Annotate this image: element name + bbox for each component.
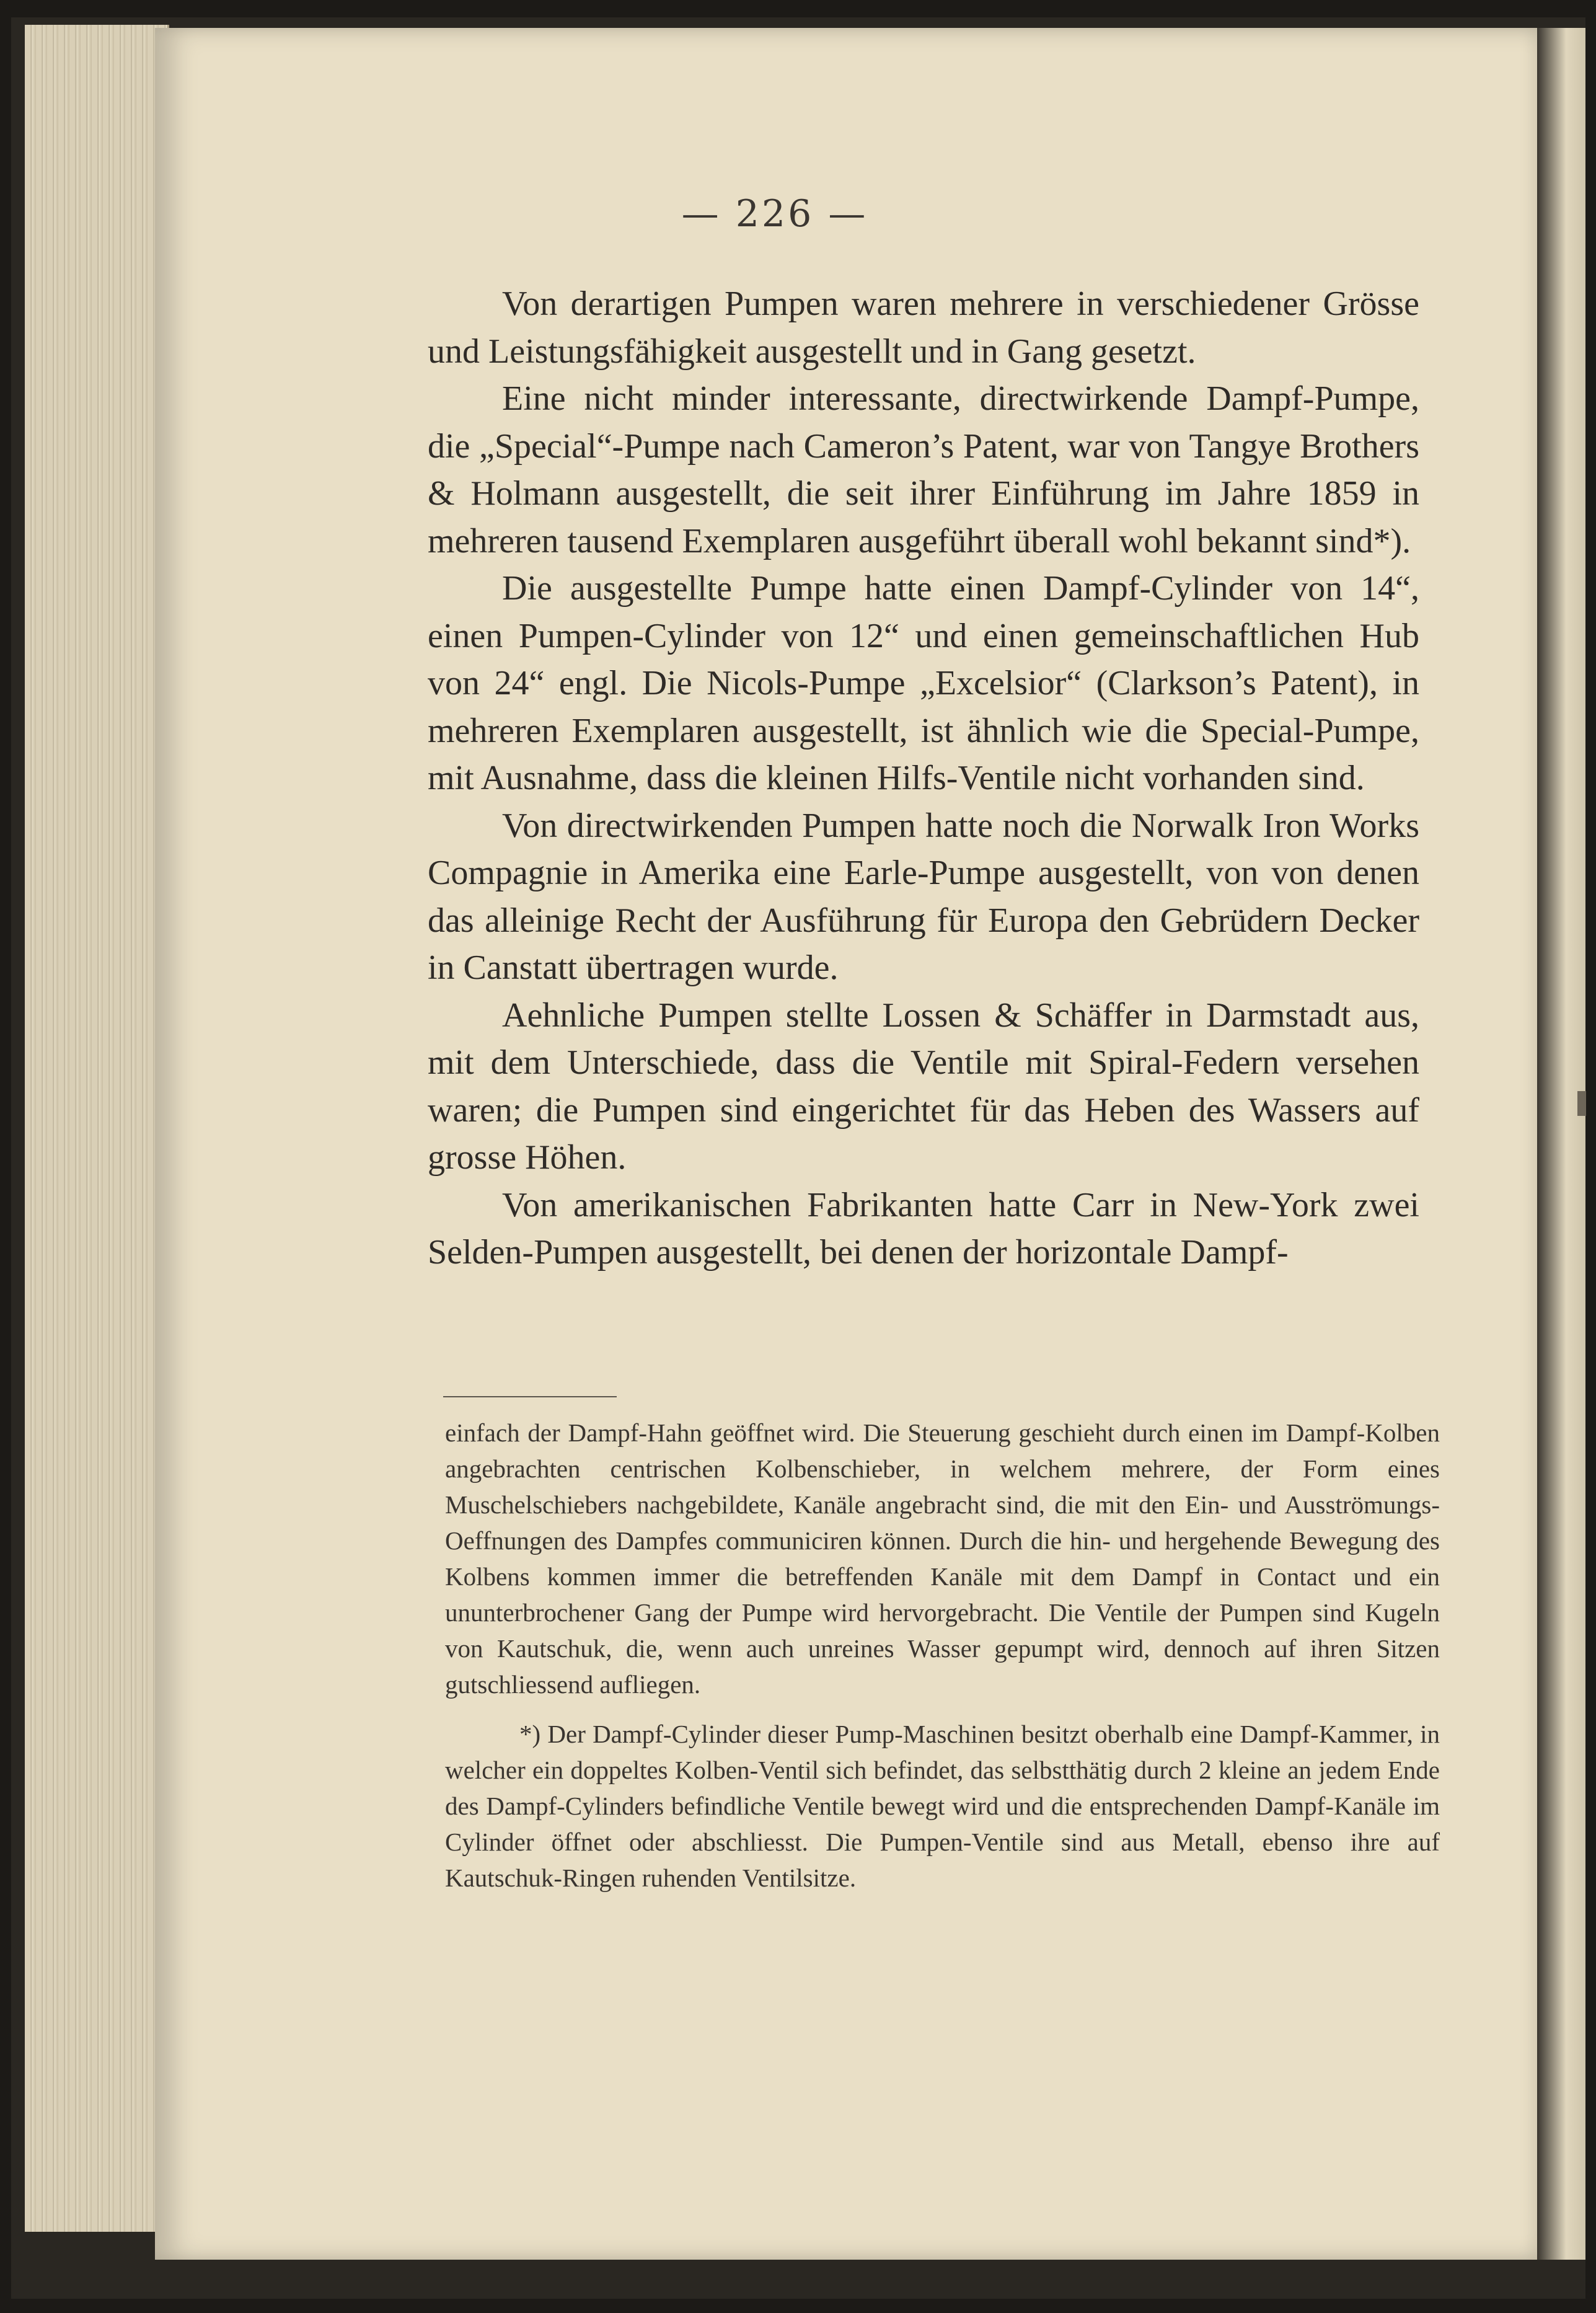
footnote: einfach der Dampf-Hahn geöffnet wird. Die Steuerung geschieht durch einen im Dampf-Kolben angebrachten centrischen Kolbenschieber, in welchem mehrere, der Form eines Muschelschiebers nachgebildete, Kanäle angebracht sind, die mit den Ein- und Ausströmungs-Oeffnungen des Dampfes communiciren können. Durch die hin- und hergehende Bewegung des Kolbens kommen immer die betreffenden Kanäle mit dem Dampf in Contact und ein ununterbrochener Gang der Pumpe wird hervorgebracht. Die Ventile der Pumpen sind Kugeln von Kautschuk, die, wenn auch unreines Wasser gepumpt wird, dennoch auf ihren Sitzen gutschliessend aufliegen. [445, 1418, 1440, 1699]
footnote-divider [443, 1396, 617, 1397]
page-tab-marker [1577, 1091, 1586, 1116]
page-edges [25, 25, 169, 2232]
paragraph: Die ausgestellte Pumpe hatte einen Dampf-Cylinder von 14“, einen Pumpen-Cylinder von 12“ und einen gemeinschaftlichen Hub von 24“ engl. Die Nicols-Pumpe „Excelsior“ (Clarkson’s Patent), in mehreren Exemplaren ausgestellt, ist ähnlich wie die Special-Pumpe, mit Ausnahme, dass die kleinen Hilfs-Ventile nicht vorhanden sind. [428, 569, 1419, 797]
footnotes [445, 1415, 1440, 1896]
paragraph: Eine nicht minder interessante, directwirkende Dampf-Pumpe, die „Special“-Pumpe nach Cameron’s Patent, war von Tangye Brothers & Holmann ausgestellt, die seit ihrer Einführung im Jahre 1859 in mehreren tausend Exemplaren ausgeführt überall wohl bekannt sind*). [428, 379, 1419, 560]
paragraph: Von directwirkenden Pumpen hatte noch die Norwalk Iron Works Compagnie in Amerika eine Earle-Pumpe ausgestellt, von von denen das alleinige Recht der Ausführung für Europa den Gebrüdern Decker in Canstatt übertragen wurde. [428, 806, 1419, 987]
paragraph: Von derartigen Pumpen waren mehrere in verschiedener Grösse und Leistungsfähigkeit ausgestellt und in Gang gesetzt. [428, 285, 1419, 371]
paragraph: Aehnliche Pumpen stellte Lossen & Schäffer in Darmstadt aus, mit dem Unterschiede, dass die Ventile mit Spiral-Federn versehen waren; die Pumpen sind eingerichtet für das Heben des Wassers auf grosse Höhen. [428, 996, 1419, 1177]
paragraph: Von amerikanischen Fabrikanten hatte Carr in New-York zwei Selden-Pumpen ausgestellt, bei denen der horizontale Dampf- [428, 1185, 1419, 1271]
footnote: *) Der Dampf-Cylinder dieser Pump-Maschinen besitzt oberhalb eine Dampf-Kammer, in welcher ein doppeltes Kolben-Ventil sich befindet, das selbstthätig durch 2 kleine an jedem Ende des Dampf-Cylinders befindliche Ventile bewegt wird und die entsprechenden Dampf-Kanäle im Cylinder öffnet oder abschliesst. Die Pumpen-Ventile sind aus Metall, ebenso ihre auf Kautschuk-Ringen ruhenden Ventilsitze. [445, 1720, 1440, 1892]
facing-page-edge [1537, 28, 1585, 2260]
page-number: — 226 — [681, 192, 868, 236]
main-text [428, 280, 1419, 1276]
